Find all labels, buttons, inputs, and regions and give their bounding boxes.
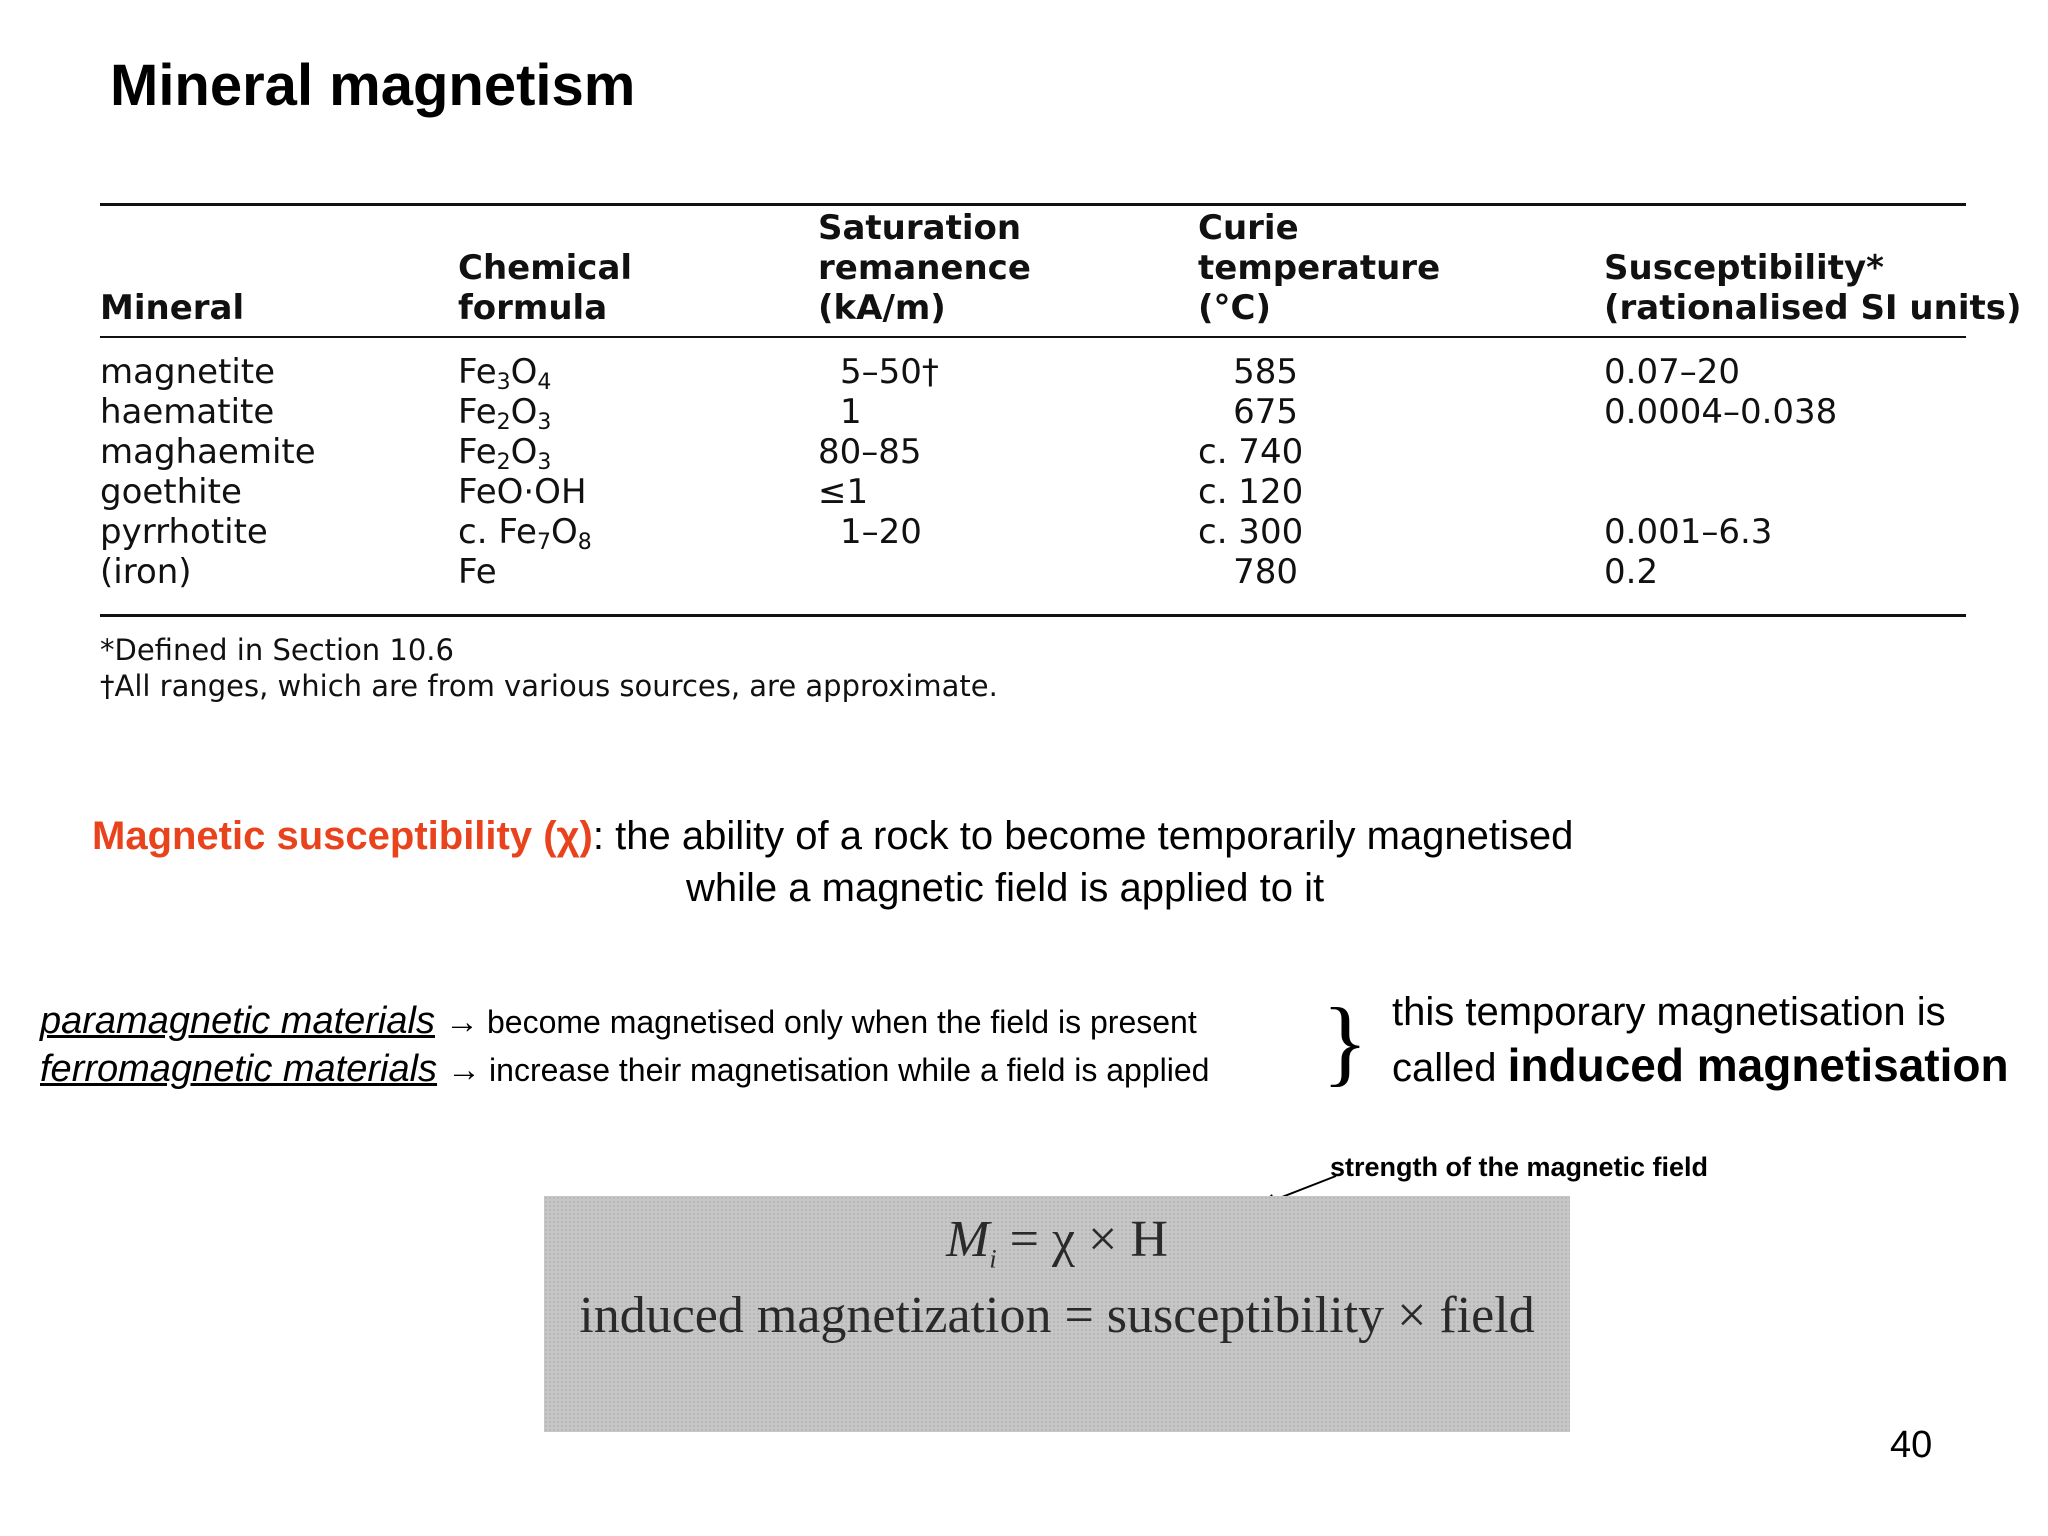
cell-curie: c. 300	[1198, 512, 1304, 552]
header-mineral: Mineral	[100, 288, 245, 328]
cell-remanence: 1–20	[840, 512, 922, 552]
cell-mineral: haematite	[100, 392, 275, 432]
cell-curie: c. 740	[1198, 432, 1304, 472]
cell-mineral: (iron)	[100, 552, 192, 592]
header-curie: Curie temperature (°C)	[1198, 208, 1441, 328]
material-paramagnetic	[40, 1000, 1197, 1043]
induced-note-line-1: this temporary magnetisation is	[1392, 990, 1946, 1034]
cell-remanence: 5–50†	[840, 352, 939, 392]
cell-mineral: goethite	[100, 472, 242, 512]
page-title: Mineral magnetism	[110, 53, 636, 118]
definition-term: Magnetic susceptibility (χ)	[92, 814, 593, 858]
cell-formula: Fe	[458, 552, 497, 592]
definition-line-1	[92, 814, 1573, 859]
definition-text: : the ability of a rock to become temporarily magnetised	[592, 814, 1574, 858]
cell-susceptibility: 0.2	[1604, 552, 1659, 592]
cell-formula: $Fe_3O_4$	[458, 352, 552, 395]
material-description: become magnetised only when the field is present	[486, 1004, 1197, 1040]
cell-remanence: 1	[840, 392, 862, 432]
cell-formula: c. $Fe_7O_8$	[458, 512, 592, 555]
cell-mineral: magnetite	[100, 352, 276, 392]
table-header-rule	[100, 336, 1966, 338]
material-ferromagnetic	[40, 1048, 1209, 1091]
induced-magnetisation-term: induced magnetisation	[1507, 1039, 2009, 1091]
page-number: 40	[1890, 1424, 1933, 1466]
formula-annotation: strength of the magnetic field	[1330, 1152, 1709, 1182]
formula-equation	[544, 1210, 1570, 1274]
header-formula: Chemical formula	[458, 248, 633, 328]
cell-susceptibility: 0.0004–0.038	[1604, 392, 1838, 432]
arrow-right-icon: →	[447, 1051, 482, 1089]
material-description: increase their magnetisation while a field is applied	[489, 1052, 1210, 1088]
cell-susceptibility: 0.001–6.3	[1604, 512, 1773, 552]
cell-formula: FeO·OH	[458, 472, 587, 512]
cell-remanence: ≤1	[818, 472, 869, 512]
material-term: ferromagnetic materials	[40, 1048, 438, 1090]
footnote-1: *Defined in Section 10.6	[100, 633, 454, 667]
header-remanence: Saturation remanence (kA/m)	[818, 208, 1031, 328]
cell-remanence: 80–85	[818, 432, 922, 472]
cell-curie: 675	[1233, 392, 1298, 432]
cell-formula: $Fe_2O_3$	[458, 392, 552, 435]
formula-rhs: = χ × H	[996, 1211, 1168, 1268]
formula-lhs: $M_i$	[946, 1211, 997, 1274]
cell-curie: 780	[1233, 552, 1298, 592]
formula-words: induced magnetization = susceptibility × field	[579, 1287, 1535, 1344]
cell-mineral: maghaemite	[100, 432, 316, 472]
cell-susceptibility: 0.07–20	[1604, 352, 1740, 392]
cell-curie: 585	[1233, 352, 1298, 392]
header-susceptibility: Susceptibility* (rationalised SI units)	[1604, 248, 2022, 328]
brace-icon: }	[1322, 988, 1369, 1095]
cell-formula: $Fe_2O_3$	[458, 432, 552, 475]
table-top-rule	[100, 203, 1966, 206]
arrow-right-icon: →	[444, 1003, 479, 1041]
cell-curie: c. 120	[1198, 472, 1304, 512]
induced-note-line-2: called induced magnetisation	[1392, 1039, 2009, 1091]
footnote-2: †All ranges, which are from various sources, are approximate.	[100, 669, 998, 703]
definition-line-2: while a magnetic field is applied to it	[686, 866, 1325, 910]
table-bottom-rule	[100, 614, 1966, 617]
material-term: paramagnetic materials	[40, 1000, 435, 1042]
cell-mineral: pyrrhotite	[100, 512, 268, 552]
